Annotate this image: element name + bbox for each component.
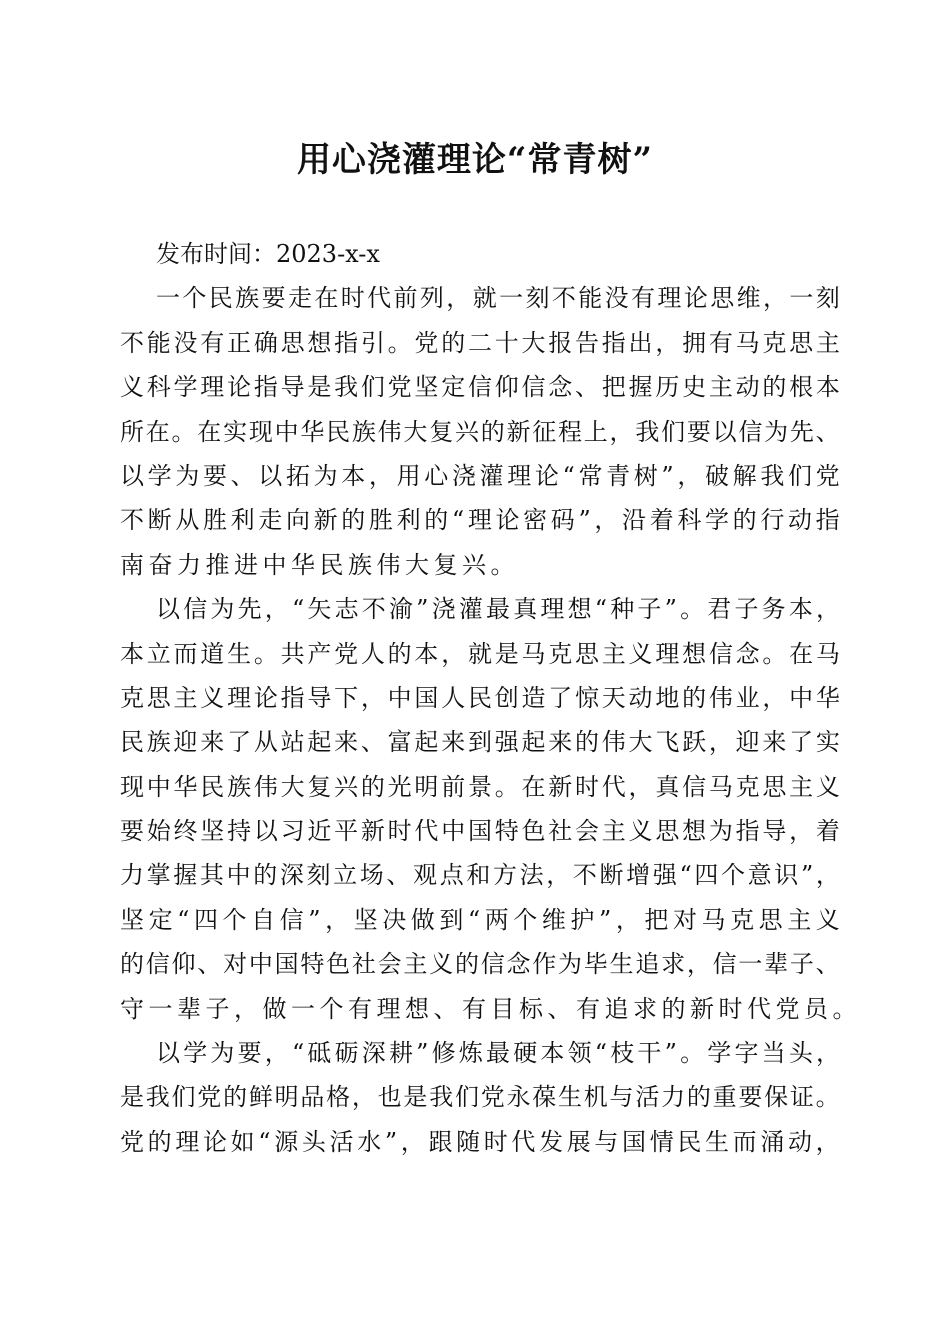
body-line: 民 族 迎 来 了 从 站 起 来 、 富 起 来 到 强 起 来 的 伟 大 飞 跃 ， 迎 来 了 实 (120, 728, 840, 757)
body-line: 是 我 们 党 的 鲜 明 品 格 ， 也 是 我 们 党 永 葆 生 机 与 活 力 的 重 要 保 证 。 (120, 1083, 840, 1112)
body-line: 一 个 民 族 要 走 在 时 代 前 列 ， 就 一 刻 不 能 没 有 理 论 思 维 ， 一 刻 (156, 284, 840, 313)
publish-time: 发布时间：2023-x-x (156, 240, 380, 268)
body-line: 以 学 为 要 、 以 拓 为 本 ， 用 心 浇 灌 理 论 “ 常 青 树 ” ， 破 解 我 们 党 (120, 461, 840, 490)
body-line: 不 能 没 有 正 确 思 想 指 引 。 党 的 二 十 大 报 告 指 出 ， 拥 有 马 克 思 主 (120, 328, 840, 357)
body-line: 力 掌 握 其 中 的 深 刻 立 场 、 观 点 和 方 法 ， 不 断 增 强 “ 四 个 意 识 ” ， (120, 861, 840, 890)
body-line: 克 思 主 义 理 论 指 导 下 ， 中 国 人 民 创 造 了 惊 天 动 地 的 伟 业 ， 中 华 (120, 683, 840, 712)
body-line: 南奋力推进中华民族伟大复兴。 (120, 550, 519, 579)
document-title: 用心浇灌理论“常青树” (296, 140, 654, 180)
body-line: 以 信 为 先 ， “ 矢 志 不 渝 ” 浇 灌 最 真 理 想 “ 种 子 ” 。 君 子 务 本 ， (156, 595, 840, 624)
body-line: 本 立 而 道 生 。 共 产 党 人 的 本 ， 就 是 马 克 思 主 义 理 想 信 念 。 在 马 (120, 639, 840, 668)
body-line: 坚 定 “ 四 个 自 信 ” ， 坚 决 做 到 “ 两 个 维 护 ” ， 把 对 马 克 思 主 义 (120, 905, 840, 934)
body-line: 所 在 。 在 实 现 中 华 民 族 伟 大 复 兴 的 新 征 程 上 ， 我 们 要 以 信 为 先 、 (120, 417, 840, 446)
body-line: 不 断 从 胜 利 走 向 新 的 胜 利 的 “ 理 论 密 码 ” ， 沿 着 科 学 的 行 动 指 (120, 506, 840, 535)
document-body (120, 232, 861, 1164)
body-line: 的 信 仰 、 对 中 国 特 色 社 会 主 义 的 信 念 作 为 毕 生 追 求 ， 信 一 辈 子 、 (120, 950, 840, 979)
body-line: 守一辈子，做一个有理想、有目标、有追求的新时代党员。 (120, 994, 861, 1023)
body-line: 以 学 为 要 ， “ 砥 砺 深 耕 ” 修 炼 最 硬 本 领 “ 枝 干 ” 。 学 字 当 头 ， (156, 1039, 840, 1068)
body-line: 现 中 华 民 族 伟 大 复 兴 的 光 明 前 景 。 在 新 时 代 ， 真 信 马 克 思 主 义 (120, 772, 840, 801)
body-lines (120, 276, 861, 1164)
body-line: 党 的 理 论 如 “ 源 头 活 水 ” ， 跟 随 时 代 发 展 与 国 情 民 生 而 涌 动 ， (120, 1127, 840, 1156)
body-line: 要 始 终 坚 持 以 习 近 平 新 时 代 中 国 特 色 社 会 主 义 思 想 为 指 导 ， 着 (120, 817, 840, 846)
body-line: 义 科 学 理 论 指 导 是 我 们 党 坚 定 信 仰 信 念 、 把 握 历 史 主 动 的 根 本 (120, 373, 840, 402)
